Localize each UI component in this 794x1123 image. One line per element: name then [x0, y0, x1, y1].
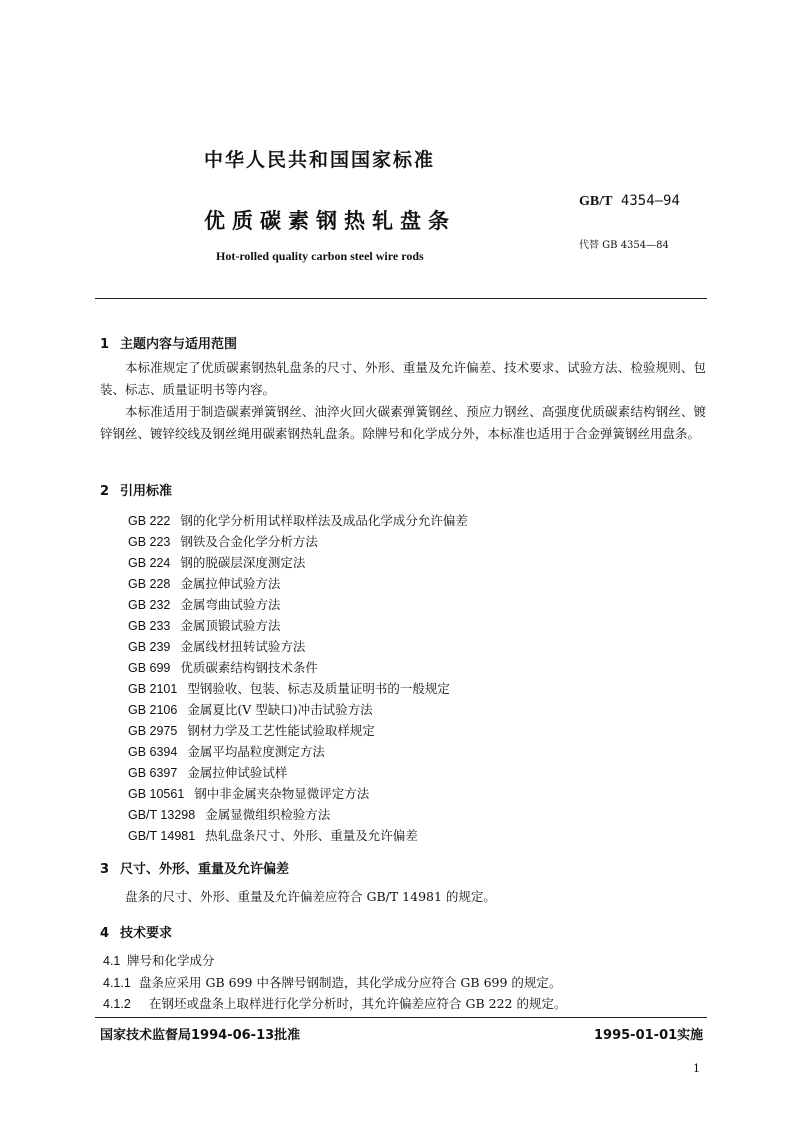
effective-date: 1995-01-01实施	[594, 1028, 704, 1043]
reference-title: 优质碳素结构钢技术条件	[180, 660, 318, 675]
section-1-number: 1	[100, 337, 110, 352]
national-standard-heading: 中华人民共和国国家标准	[204, 149, 436, 171]
section-4-number: 4	[100, 926, 110, 941]
reference-title: 金属平均晶粒度测定方法	[187, 744, 325, 759]
reference-title: 热轧盘条尺寸、外形、重量及允许偏差	[205, 828, 418, 843]
clause-number: 4.1.1	[103, 976, 131, 990]
reference-item	[128, 511, 468, 529]
section-3-heading	[100, 858, 289, 877]
reference-item	[128, 805, 330, 823]
reference-code: GB 2106	[128, 703, 178, 717]
reference-code: GB 699	[128, 661, 171, 675]
reference-title: 钢材力学及工艺性能试验取样规定	[187, 723, 375, 738]
reference-item	[128, 658, 318, 676]
section-2-heading	[100, 480, 172, 499]
reference-title: 金属拉伸试验试样	[187, 765, 288, 780]
section-1-heading	[100, 333, 237, 352]
reference-code: GB 2101	[128, 682, 178, 696]
reference-title: 钢的化学分析用试样取样法及成品化学成分允许偏差	[180, 513, 468, 528]
reference-item	[128, 700, 373, 718]
standard-code-number: 4354—94	[620, 193, 680, 209]
reference-item	[128, 784, 369, 802]
reference-item	[128, 616, 280, 634]
reference-code: GB 6394	[128, 745, 178, 759]
reference-code: GB 10561	[128, 787, 185, 801]
reference-code: GB 222	[128, 514, 171, 528]
clause-number: 4.1	[103, 954, 121, 968]
approval-note: 国家技术监督局1994-06-13批准	[100, 1028, 301, 1043]
clause-number: 4.1.2	[103, 997, 131, 1011]
reference-code: GB 232	[128, 598, 171, 612]
reference-code: GB 6397	[128, 766, 178, 780]
reference-item	[128, 553, 305, 571]
reference-item	[128, 679, 450, 697]
section-4-heading	[100, 922, 172, 941]
section-4-title: 技术要求	[120, 926, 173, 941]
section-1-title: 主题内容与适用范围	[120, 337, 238, 352]
reference-code: GB 223	[128, 535, 171, 549]
reference-title: 钢铁及合金化学分析方法	[180, 534, 318, 549]
clause-text: 牌号和化学成分	[127, 953, 215, 968]
page-number: 1	[693, 1062, 700, 1075]
document-title-cn: 优质碳素钢热轧盘条	[204, 209, 456, 233]
header-divider	[95, 298, 707, 299]
clause-text: 在钢坯或盘条上取样进行化学分析时，其允许偏差应符合 GB 222 的规定。	[149, 996, 567, 1011]
document-title-en: Hot-rolled quality carbon steel wire rods	[216, 249, 424, 263]
reference-item	[128, 532, 318, 550]
reference-item	[128, 595, 280, 613]
reference-title: 金属显微组织检验方法	[205, 807, 331, 822]
reference-code: GB/T 14981	[128, 829, 196, 843]
standard-code-prefix: GB/T	[579, 194, 613, 209]
section-3-paragraph: 盘条的尺寸、外形、重量及允许偏差应符合 GB/T 14981 的规定。	[125, 889, 496, 904]
reference-title: 钢中非金属夹杂物显微评定方法	[194, 786, 370, 801]
reference-code: GB 228	[128, 577, 171, 591]
clause-4-1-1	[103, 973, 561, 991]
clause-text: 盘条应采用 GB 699 中各牌号钢制造，其化学成分应符合 GB 699 的规定。	[139, 975, 562, 990]
replaces-note: 代替 GB 4354—84	[579, 240, 669, 251]
section-1-paragraph-2: 本标准适用于制造碳素弹簧钢丝、油淬火回火碳素弹簧钢丝、预应力钢丝、高强度优质碳素结构钢丝、镀锌钢丝、镀锌绞线及钢丝绳用碳素钢热轧盘条。除牌号和化学成分外，本标准也适用于合金弹簧钢丝用盘条。	[100, 404, 706, 441]
reference-code: GB 239	[128, 640, 171, 654]
reference-item	[128, 721, 375, 739]
section-2-number: 2	[100, 484, 110, 499]
reference-item	[128, 637, 305, 655]
reference-title: 金属线材扭转试验方法	[180, 639, 306, 654]
reference-title: 金属拉伸试验方法	[180, 576, 281, 591]
section-3-title: 尺寸、外形、重量及允许偏差	[120, 862, 290, 877]
reference-title: 金属顶锻试验方法	[180, 618, 281, 633]
reference-title: 金属夏比(V 型缺口)冲击试验方法	[187, 702, 373, 717]
reference-code: GB 233	[128, 619, 171, 633]
reference-title: 钢的脱碳层深度测定法	[180, 555, 306, 570]
clause-4-1-2	[103, 994, 566, 1012]
section-2-title: 引用标准	[120, 484, 173, 499]
reference-item	[128, 574, 280, 592]
reference-item	[128, 742, 325, 760]
reference-code: GB 2975	[128, 724, 178, 738]
clause-4-1	[103, 951, 215, 969]
footer-divider	[95, 1017, 707, 1018]
standard-code	[579, 193, 680, 210]
reference-code: GB 224	[128, 556, 171, 570]
reference-code: GB/T 13298	[128, 808, 196, 822]
reference-title: 型钢验收、包装、标志及质量证明书的一般规定	[187, 681, 450, 696]
reference-item	[128, 826, 418, 844]
reference-title: 金属弯曲试验方法	[180, 597, 281, 612]
section-1-paragraph-1: 本标准规定了优质碳素钢热轧盘条的尺寸、外形、重量及允许偏差、技术要求、试验方法、检验规则、包装、标志、质量证明书等内容。	[100, 360, 706, 397]
section-3-number: 3	[100, 862, 110, 877]
reference-item	[128, 763, 287, 781]
